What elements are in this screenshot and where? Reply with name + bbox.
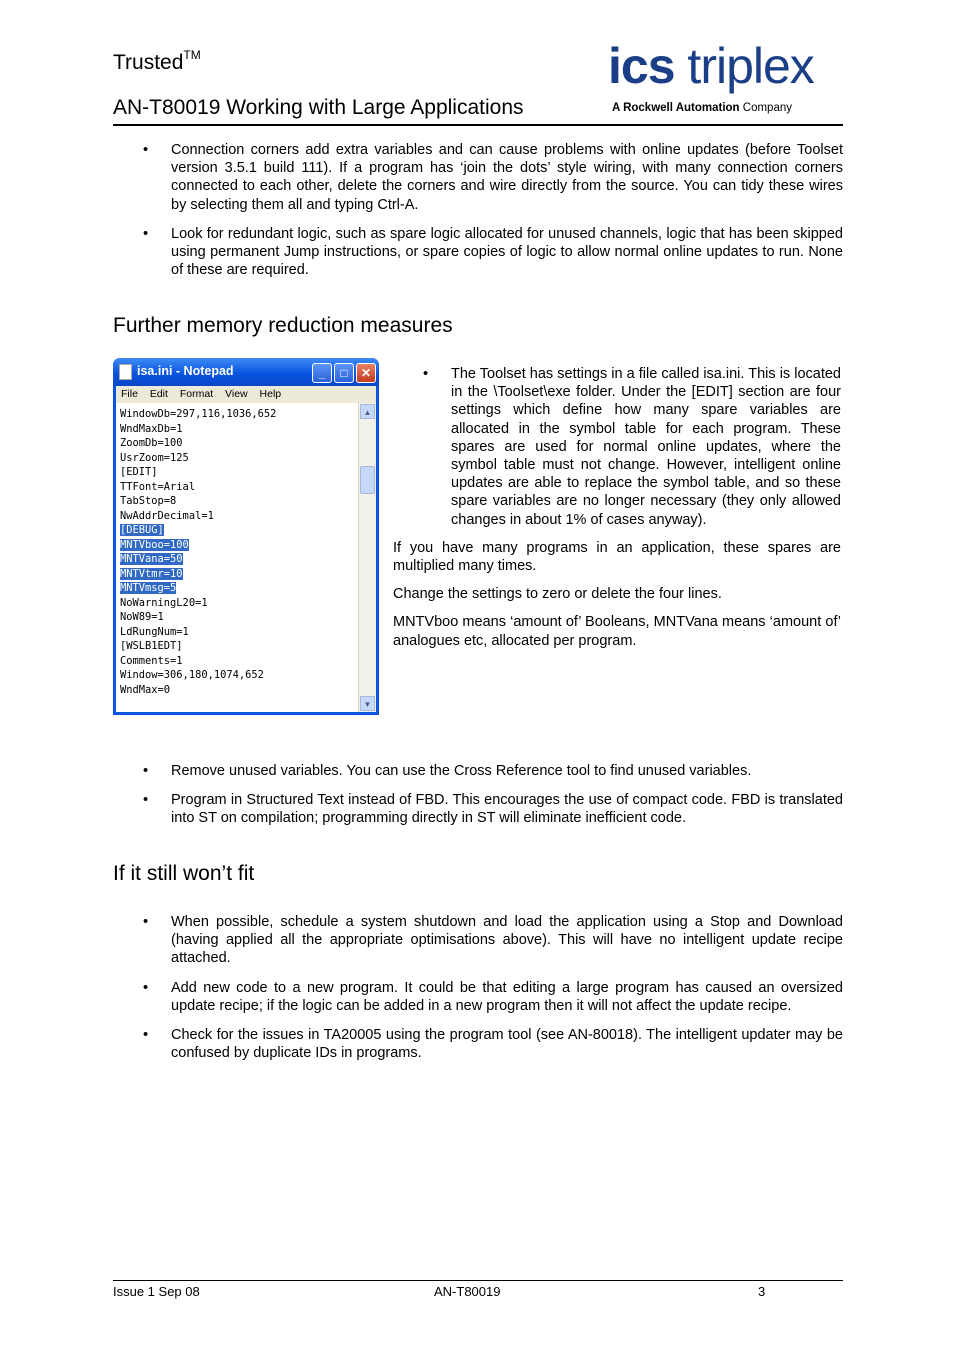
text-line: WindowDb=297,116,1036,652 <box>120 408 277 420</box>
footer-doc-id: AN-T80019 <box>434 1284 501 1299</box>
ics-triplex-logo <box>608 38 844 120</box>
list-item: • Look for redundant logic, such as spare logic allocated for unused channels, logic that has been skipped using permanent Jump instructions, or spare copies of logic to allow normal online updates to run. None of these are required. <box>143 225 843 279</box>
section-heading-memory: Further memory reduction measures <box>113 314 453 337</box>
list-item: • Program in Structured Text instead of FBD. This encourages the use of compact code. FBD is translated into ST on compilation; programming directly in ST will eliminate inefficient code. <box>143 792 843 827</box>
list-item: • When possible, schedule a system shutdown and load the application using a Stop and Download (having applied all the appropriate optimisations above). This will have no intelligent update recipe attached. <box>143 914 843 967</box>
menu-view[interactable]: View <box>225 388 248 400</box>
section-heading-still-wont-fit: If it still won’t fit <box>113 862 255 885</box>
text-line: [EDIT] <box>120 466 158 478</box>
notepad-text-area[interactable] <box>116 403 376 712</box>
notepad-lines <box>120 407 276 697</box>
logo-company-line <box>612 102 792 114</box>
footer-divider <box>113 1280 843 1281</box>
text-line-selected: MNTVtmr=10 <box>120 567 183 580</box>
menu-help[interactable]: Help <box>259 388 282 400</box>
logo-ics: ics <box>608 38 675 94</box>
menu-file[interactable]: File <box>121 388 138 400</box>
text-line: TabStop=8 <box>120 495 177 507</box>
bullet-list-top <box>113 141 843 290</box>
close-icon[interactable]: ✕ <box>356 363 376 383</box>
list-item: • Add new code to a new program. It could be that editing a large program has caused an oversized update recipe; if the logic can be added in a new program then it will not affect the update recipe. <box>143 979 843 1014</box>
trusted-text: Trusted <box>113 51 184 74</box>
text-line: TTFont=Arial <box>120 480 196 493</box>
menu-edit[interactable]: Edit <box>149 388 168 400</box>
scroll-up-icon[interactable]: ▲ <box>360 404 375 419</box>
header-divider <box>113 124 843 126</box>
logo-triplex: triplex <box>687 38 814 94</box>
scroll-thumb[interactable] <box>360 466 375 494</box>
text-line: UsrZoom=125 <box>120 451 189 464</box>
logo-rockwell: A Rockwell Automation <box>612 102 740 114</box>
notepad-title: isa.ini - Notepad <box>137 364 234 378</box>
minimize-icon[interactable]: _ <box>312 363 332 383</box>
maximize-icon[interactable]: □ <box>334 363 354 383</box>
text-line: WndMaxDb=1 <box>120 422 183 435</box>
notepad-titlebar <box>113 358 379 386</box>
paragraph: MNTVboo means ‘amount of’ Booleans, MNTVana means ‘amount of’ analogues etc, allocated per program. <box>393 614 841 649</box>
text-line-selected: MNTVana=50 <box>120 553 183 565</box>
paragraph: If you have many programs in an application, these spares are multiplied many times. <box>393 539 841 575</box>
side-text <box>393 365 841 660</box>
vertical-scrollbar[interactable] <box>358 403 376 712</box>
text-line: NoWarningL20=1 <box>120 596 208 609</box>
bullet-list-mid <box>113 762 843 839</box>
text-line-selected: [DEBUG] <box>120 524 164 536</box>
menu-format[interactable]: Format <box>179 388 214 400</box>
notepad-window <box>113 358 379 715</box>
text-line: Comments=1 <box>120 654 183 667</box>
text-line: Window=306,180,1074,652 <box>120 669 264 681</box>
text-line: LdRungNum=1 <box>120 625 189 638</box>
logo-wordmark <box>608 38 814 94</box>
footer-issue: Issue 1 Sep 08 <box>113 1284 200 1299</box>
text-line: WndMax=0 <box>120 683 171 696</box>
paragraph: Change the settings to zero or delete the four lines. <box>393 586 722 603</box>
trademark-sup: TM <box>183 48 201 62</box>
text-line-selected: MNTVboo=100 <box>120 538 189 551</box>
logo-company: Company <box>742 102 792 114</box>
list-item: • The Toolset has settings in a file called isa.ini. This is located in the \Toolset\exe folder. Under the [EDIT] section are four settings which define how many spare variables are allocated in the symbol table for each program. These spares are used for normal online updates, where the symbol table must not change. However, intelligent online updates are able to replace the symbol table, and so these spare variables are no longer necessary (they only allowed changes in about 1% of cases anyway). <box>423 366 841 528</box>
text-line: NoW89=1 <box>120 611 164 623</box>
notepad-icon <box>119 364 132 380</box>
text-line: [WSLB1EDT] <box>120 640 183 652</box>
list-item: • Remove unused variables. You can use the Cross Reference tool to find unused variables. <box>143 763 752 779</box>
footer-page-number: 3 <box>758 1284 766 1299</box>
notepad-menubar <box>116 386 376 403</box>
header-trusted <box>113 50 201 75</box>
list-item: • Connection corners add extra variables and can cause problems with online updates (before Toolset version 3.5.1 build 111). If a program has ‘join the dots’ style wiring, with many connection corners connected to each other, delete the corners and wire directly from the source. You can tidy these wires by selecting them all and typing Ctrl-A. <box>143 142 843 213</box>
document-title: AN-T80019 Working with Large Applications <box>113 96 524 119</box>
list-item: • Check for the issues in TA20005 using the program tool (see AN-80018). The intelligent updater may be confused by duplicate IDs in programs. <box>143 1027 843 1062</box>
text-line: ZoomDb=100 <box>120 437 183 449</box>
text-line-selected: MNTVmsg=5 <box>120 582 177 594</box>
bullet-list-bottom <box>113 913 843 1073</box>
text-line: NwAddrDecimal=1 <box>120 509 214 522</box>
scroll-down-icon[interactable]: ▼ <box>360 696 375 711</box>
